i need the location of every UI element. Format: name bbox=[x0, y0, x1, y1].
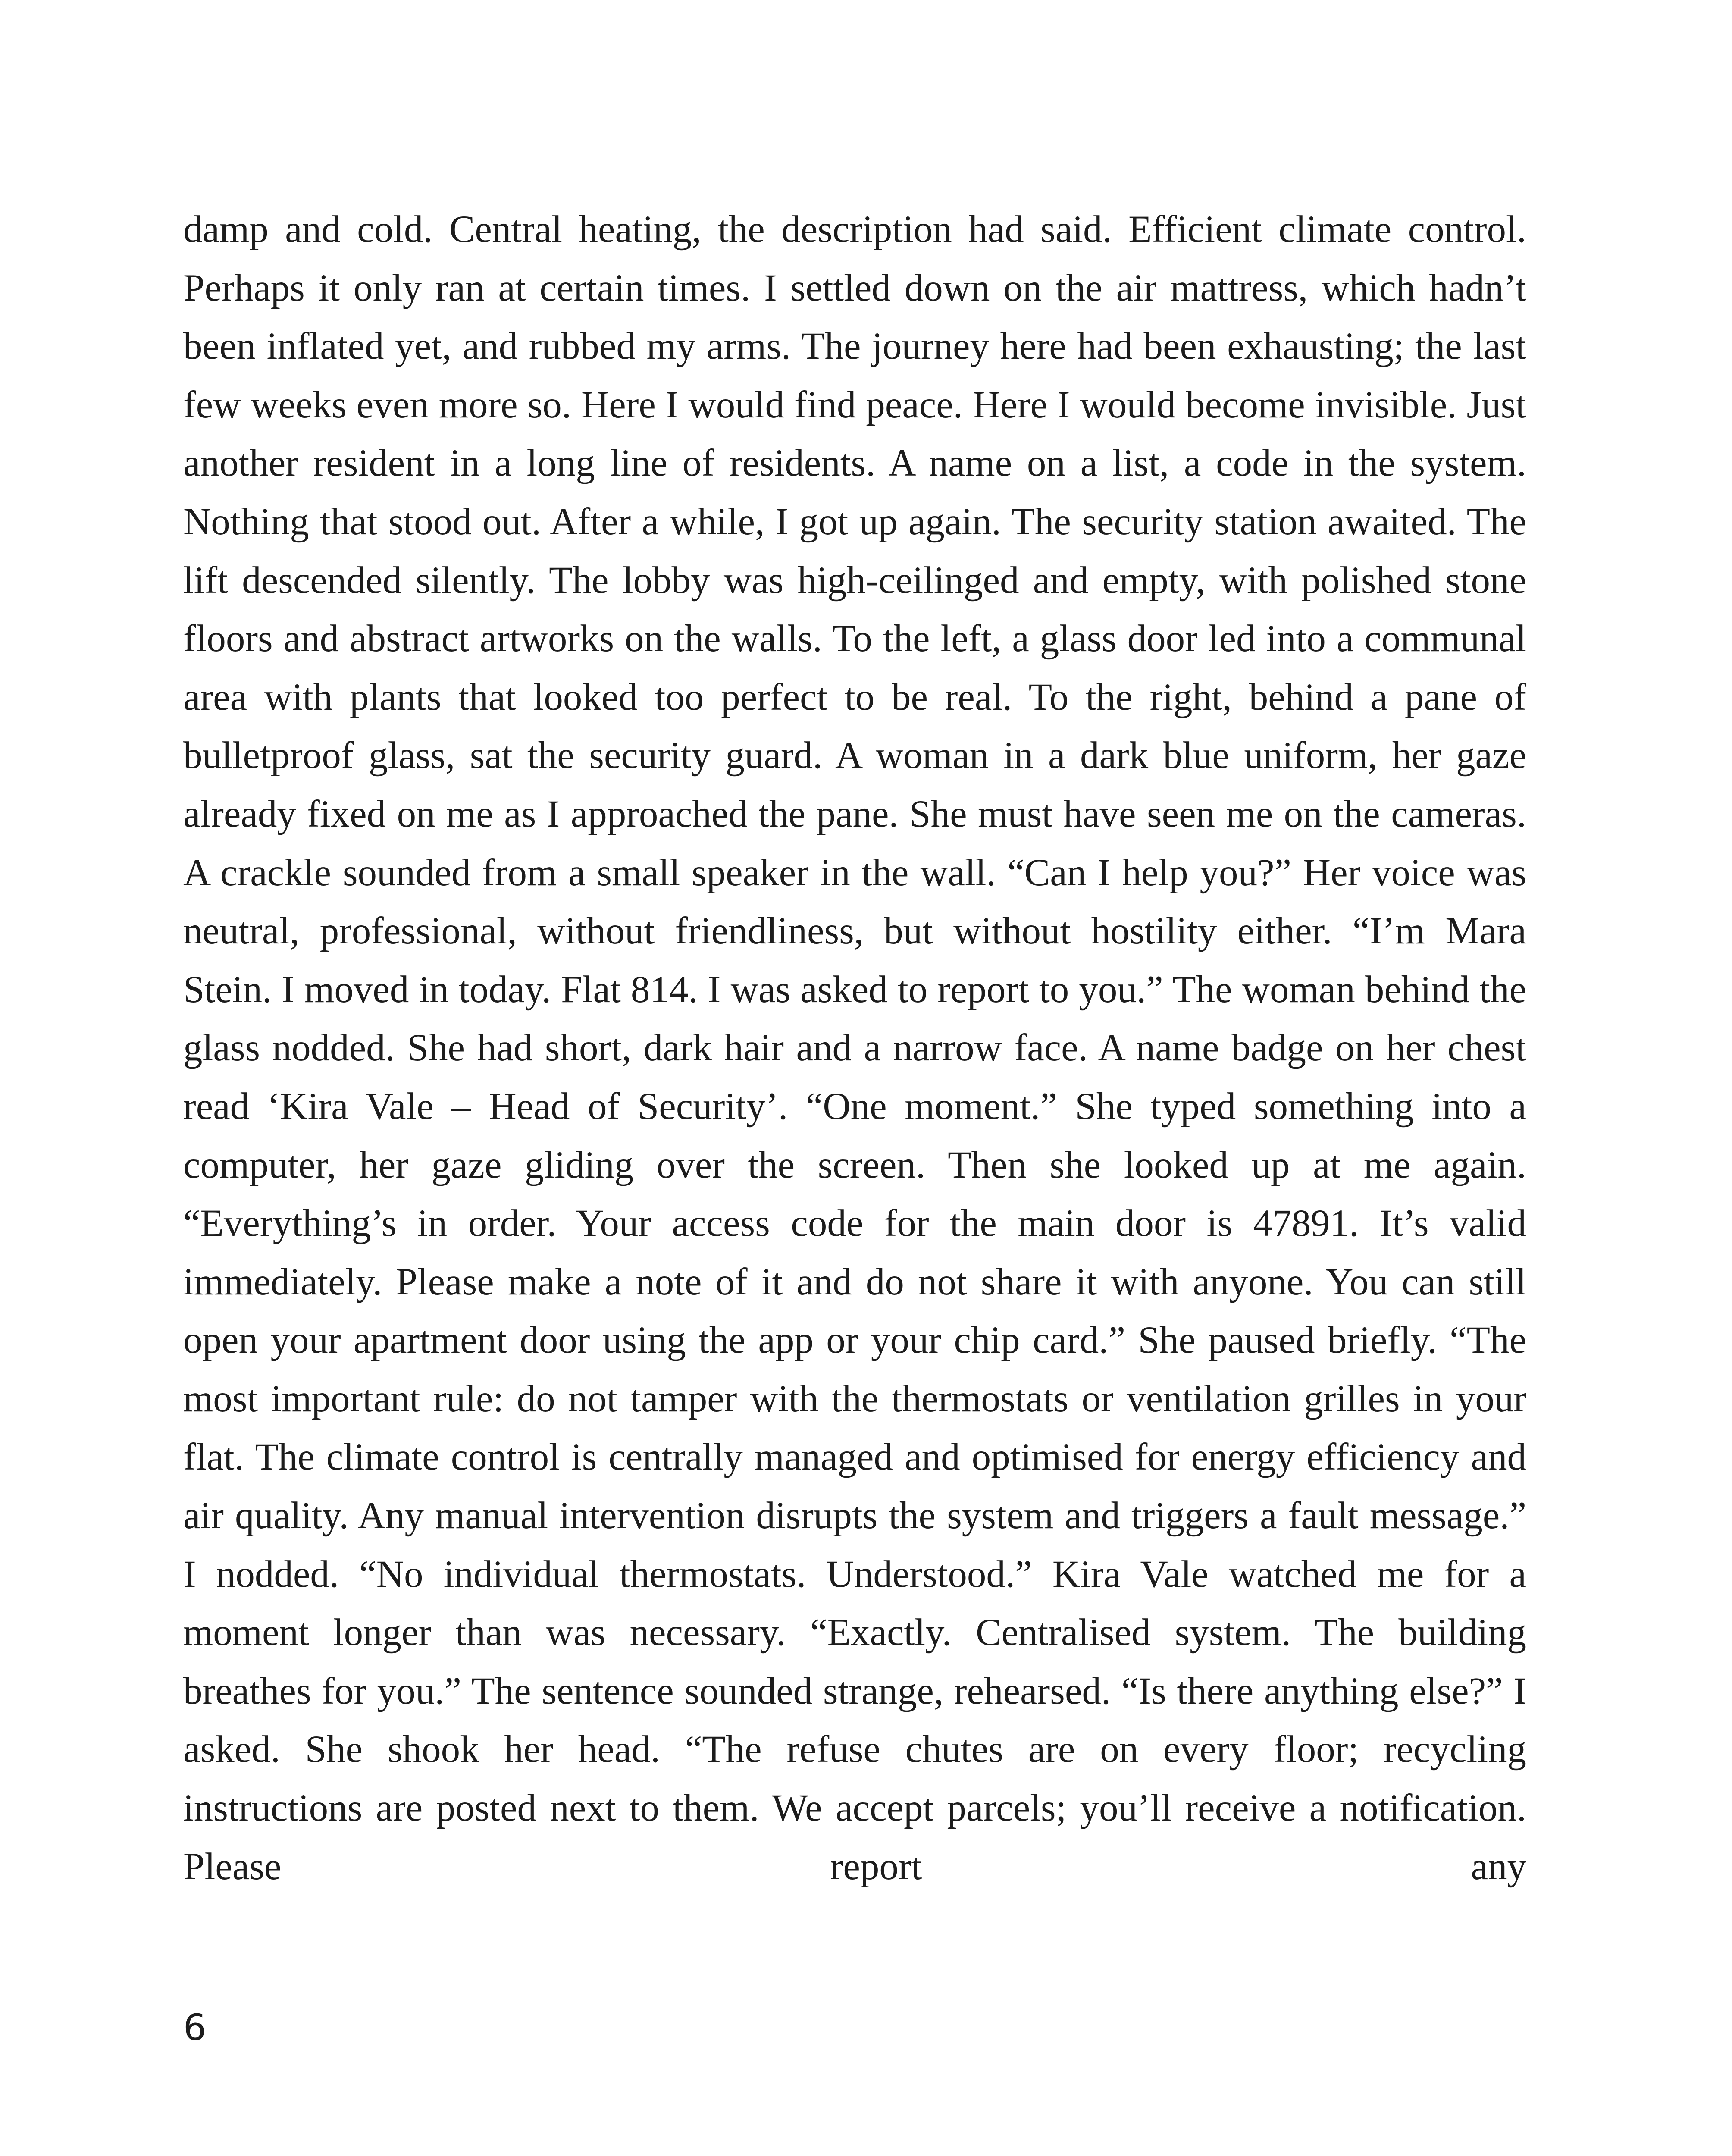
body-text: damp and cold. Central heating, the description had said. Efficient climate control. Perhaps it only ran at certain times. I settled down on the air mattress, which hadn’t been inflated yet, and rubbed my arms. The journey here had been exhausting; the last few weeks even more so. Here I would find peace. Here I would become invisible. Just another resident in a long line of residents. A name on a list, a code in the system. Nothing that stood out. After a while, I got up again. The security station awaited. The lift descended silently. The lobby was high-ceilinged and empty, with polished stone floors and abstract artworks on the walls. To the left, a glass door led into a communal area with plants that looked too perfect to be real. To the right, behind a pane of bulletproof glass, sat the security guard. A woman in a dark blue uniform, her gaze already fixed on me as I approached the pane. She must have seen me on the cameras. A crackle sounded from a small speaker in the wall. “Can I help you?” Her voice was neutral, professional, without friendliness, but without hostility either. “I’m Mara Stein. I moved in today. Flat 814. I was asked to report to you.” The woman behind the glass nodded. She had short, dark hair and a narrow face. A name badge on her chest read ‘Kira Vale – Head of Security’. “One moment.” She typed something into a computer, her gaze gliding over the screen. Then she looked up at me again. “Everything’s in order. Your access code for the main door is 47891. It’s valid immediately. Please make a note of it and do not share it with anyone. You can still open your apartment door using the app or your chip card.” She paused briefly. “The most important rule: do not tamper with the thermostats or ventilation grilles in your flat. The climate control is centrally managed and optimised for energy efficiency and air quality. Any manual intervention disrupts the system and triggers a fault message.” I nodded. “No individual thermostats. Understood.” Kira Vale watched me for a moment longer than was necessary. “Exactly. Centralised system. The building breathes for you.” The sentence sounded strange, rehearsed. “Is there anything else?” I asked. She shook her head. “The refuse chutes are on every floor; recycling instructions are posted next to them. We accept parcels; you’ll receive a notification. Please report any bbox=[183, 208, 1526, 1888]
page-number: 6 bbox=[183, 2006, 207, 2049]
